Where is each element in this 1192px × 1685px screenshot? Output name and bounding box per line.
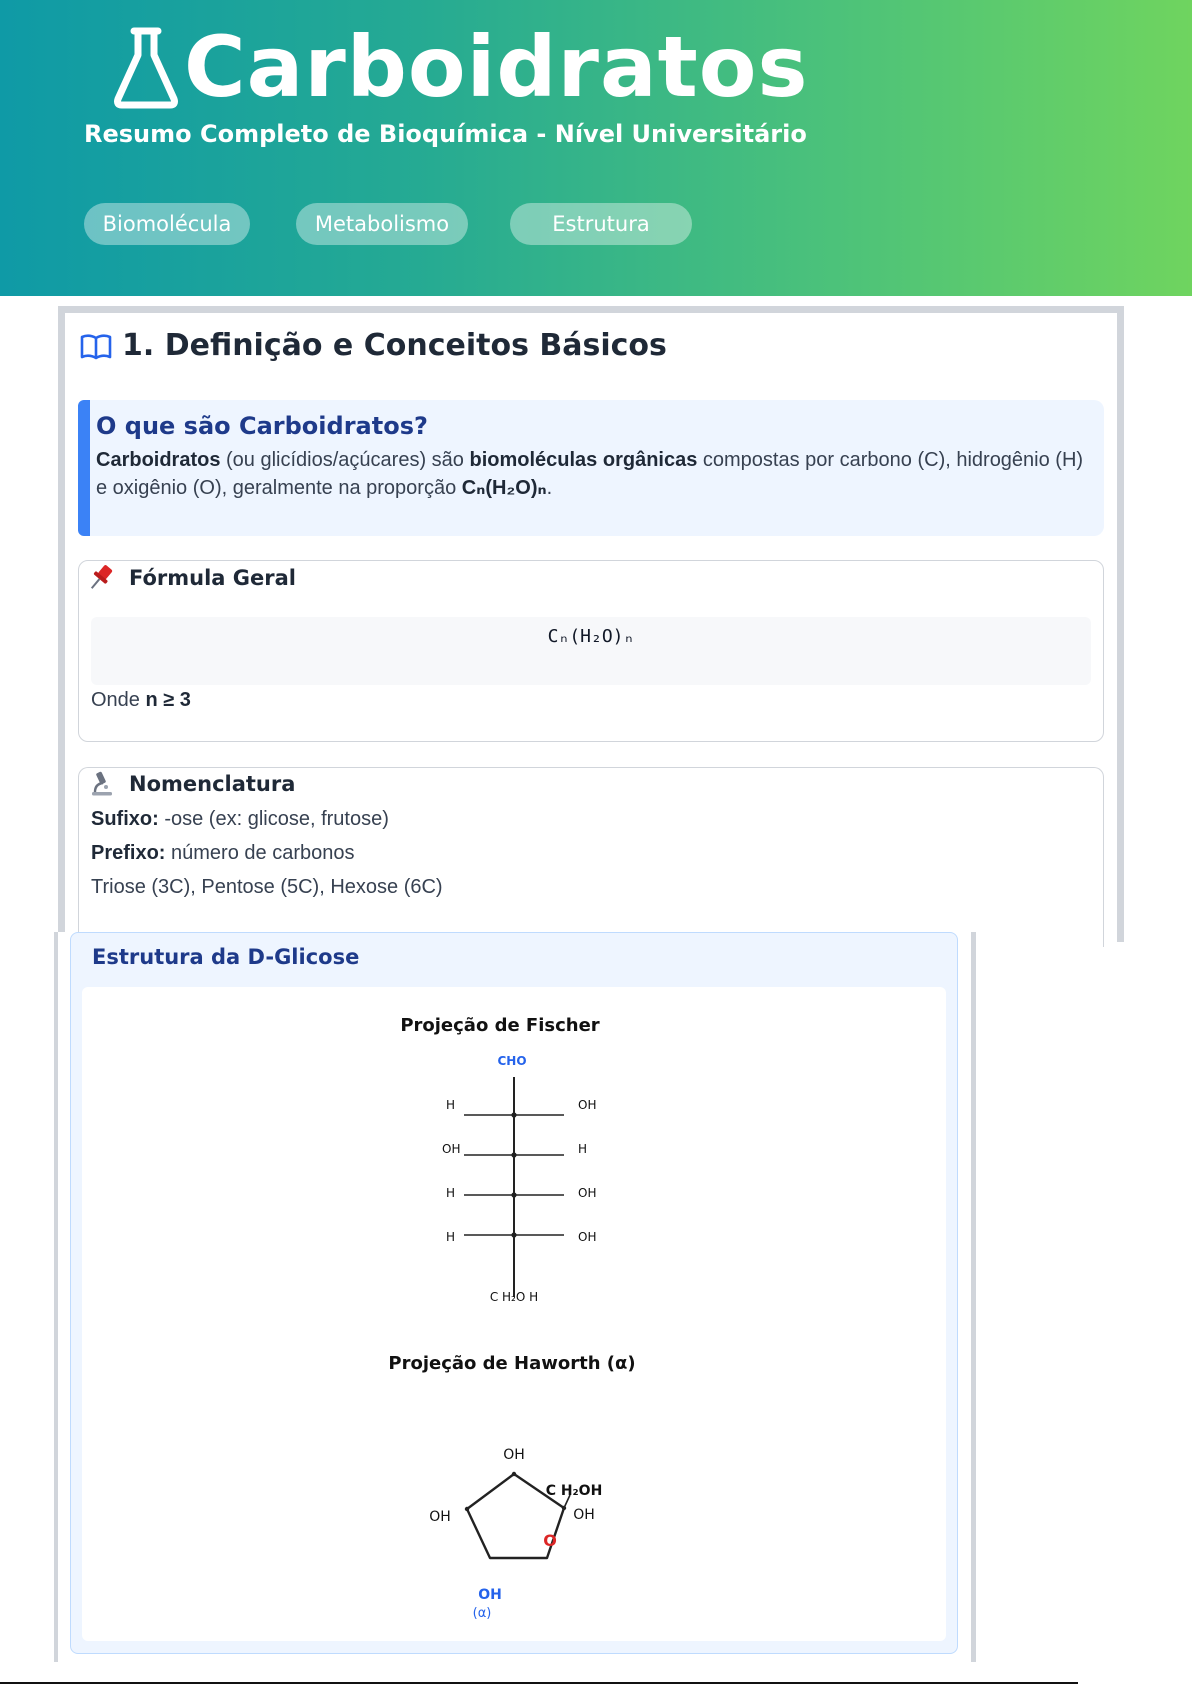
callout-text-end: .: [546, 477, 553, 499]
callout-text: [96, 446, 1096, 502]
glucose-structure-diagram: [82, 987, 946, 1641]
fischer-carbon-1: [511, 1112, 516, 1117]
prefix-line: [91, 842, 354, 865]
page-title: Carboidratos: [184, 18, 809, 116]
formula-note: [91, 689, 191, 712]
suffix-label: Sufixo:: [91, 808, 159, 830]
nomenclature-box-title: Nomenclatura: [129, 772, 296, 796]
page-header: [0, 0, 1192, 296]
tag-estrutura[interactable]: Estrutura: [510, 203, 692, 245]
term-carboidratos: Carboidratos: [96, 449, 221, 471]
callout-heading: O que são Carboidratos?: [96, 412, 428, 440]
haworth-anomeric-oh: OH: [478, 1587, 502, 1603]
suffix-line: [91, 808, 389, 831]
formula-box-header: [89, 563, 296, 593]
page-subtitle: Resumo Completo de Bioquímica - Nível Universitário: [84, 120, 807, 148]
fischer-row3-left: H: [446, 1186, 456, 1200]
examples-line: Triose (3C), Pentose (5C), Hexose (6C): [91, 876, 443, 898]
haworth-top-oh: OH: [503, 1447, 525, 1463]
pushpin-icon: [89, 563, 115, 593]
suffix-text: -ose (ex: glicose, frutose): [158, 808, 389, 830]
fischer-title: Projeção de Fischer: [400, 1015, 600, 1036]
title-row: [112, 18, 809, 116]
microscope-icon: [89, 770, 115, 798]
callout-text-2: compostas por carbono (C), hidrogênio (H) e oxigênio (O), geralmente na proporção: [96, 449, 1084, 499]
haworth-carbon-left: [465, 1507, 469, 1511]
book-open-icon: [80, 332, 112, 360]
term-biomoleculas: biomoléculas orgânicas: [469, 449, 698, 471]
section-title: 1. Definição e Conceitos Básicos: [122, 328, 667, 363]
fischer-row2-right: H: [578, 1142, 588, 1156]
fischer-row1-left: H: [446, 1098, 456, 1112]
definition-callout: [78, 400, 1104, 536]
fischer-row1-right: OH: [578, 1098, 597, 1112]
haworth-right-oh: OH: [573, 1507, 595, 1523]
fischer-carbon-2: [511, 1152, 516, 1157]
callout-text-1: (ou glicídios/açúcares) são: [220, 449, 470, 471]
fischer-cho: CHO: [497, 1054, 527, 1068]
callout-formula: Cₙ(H₂O)ₙ: [461, 477, 547, 499]
fischer-carbon-3: [511, 1192, 516, 1197]
bottom-divider: [0, 1682, 1078, 1684]
prefix-label: Prefixo:: [91, 842, 166, 864]
tag-biomolecula[interactable]: Biomolécula: [84, 203, 250, 245]
haworth-alpha-label: (α): [472, 1606, 492, 1621]
tag-metabolismo[interactable]: Metabolismo: [296, 203, 468, 245]
haworth-ring-oxygen: O: [543, 1531, 557, 1550]
fischer-row2-left: OH: [442, 1142, 461, 1156]
haworth-title: Projeção de Haworth (α): [388, 1353, 636, 1374]
fischer-row3-right: OH: [578, 1186, 597, 1200]
general-formula: Cₙ(H₂O)ₙ: [91, 617, 1091, 685]
structure-canvas: [82, 987, 946, 1641]
fischer-carbon-4: [511, 1232, 516, 1237]
formula-box-title: Fórmula Geral: [129, 566, 296, 590]
nomenclature-box-header: [89, 770, 295, 798]
formula-note-prefix: Onde: [91, 689, 146, 711]
flask-icon: [112, 25, 180, 109]
fischer-row4-left: H: [446, 1230, 456, 1244]
haworth-left-oh: OH: [429, 1509, 451, 1525]
haworth-carbon-top: [512, 1472, 516, 1476]
fischer-ch2oh: C H₂O H: [489, 1290, 539, 1304]
structure-title: Estrutura da D-Glicose: [92, 945, 360, 969]
fischer-row4-right: OH: [578, 1230, 597, 1244]
formula-note-condition: n ≥ 3: [145, 689, 191, 711]
haworth-ch2oh: C H₂OH: [545, 1483, 603, 1499]
nomenclature-box: [78, 767, 1104, 947]
formula-box: [78, 560, 1104, 742]
section-heading: [80, 328, 667, 363]
prefix-text: número de carbonos: [165, 842, 355, 864]
